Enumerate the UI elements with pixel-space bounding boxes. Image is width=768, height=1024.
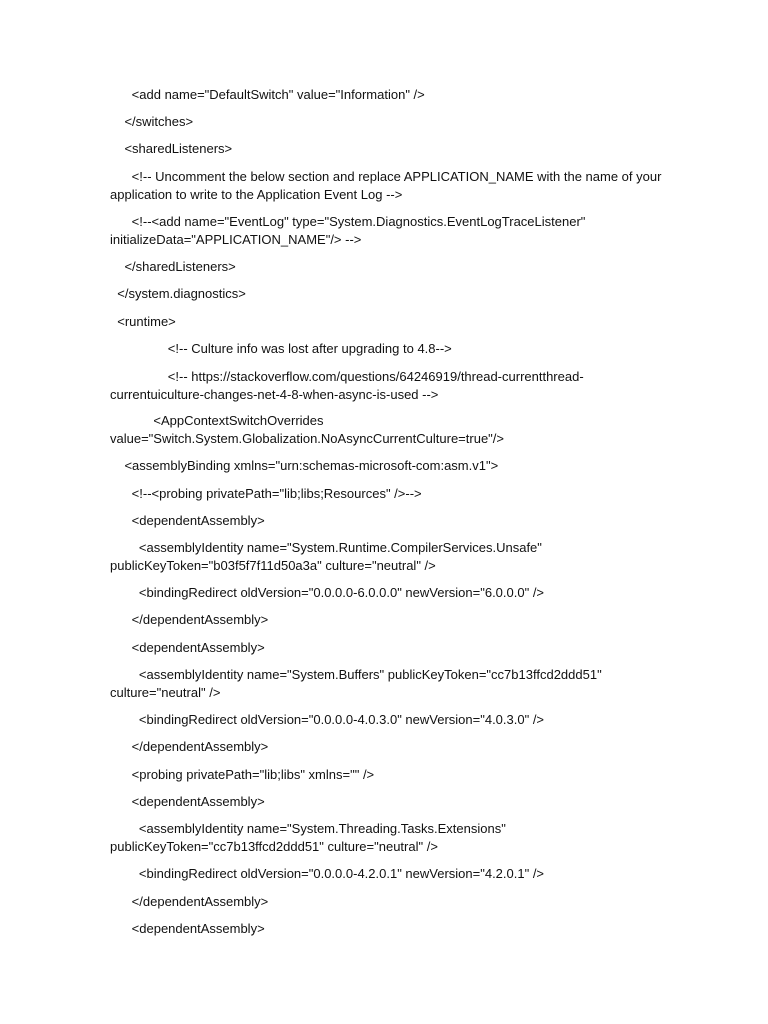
line-default-switch: <add name="DefaultSwitch" value="Information" />	[110, 87, 425, 102]
line-runtime-open: <runtime>	[110, 314, 176, 329]
line-dependent-assembly-open-4: <dependentAssembly>	[110, 921, 265, 936]
line-appcontext-switch-overrides: <AppContextSwitchOverrides value="Switch.System.Globalization.NoAsyncCurrentCulture=true"/>	[110, 413, 504, 446]
line-system-diagnostics-close: </system.diagnostics>	[110, 286, 246, 301]
line-probing-private-path: <probing privatePath="lib;libs" xmlns="" />	[110, 767, 375, 782]
line-eventlog-comment: <!--<add name="EventLog" type="System.Diagnostics.EventLogTraceListener" initializeData="APPLICATION_NAME"/> -->	[110, 214, 590, 247]
line-assembly-identity-buffers: <assemblyIdentity name="System.Buffers" publicKeyToken="cc7b13ffcd2ddd51" culture="neutral" />	[110, 667, 606, 700]
line-shared-listeners-open: <sharedListeners>	[110, 141, 233, 156]
line-uncomment-comment: <!-- Uncomment the below section and replace APPLICATION_NAME with the name of your application to write to the Application Event Log -->	[110, 169, 666, 202]
line-dependent-assembly-close-3: </dependentAssembly>	[110, 894, 269, 909]
line-culture-comment: <!-- Culture info was lost after upgrading to 4.8-->	[110, 341, 452, 356]
line-probing-comment: <!--<probing privatePath="lib;libs;Resources" />-->	[110, 486, 422, 501]
line-stackoverflow-comment: <!-- https://stackoverflow.com/questions/64246919/thread-currentthread-currentuiculture-changes-net-4-8-when-async-is-used -->	[110, 369, 584, 402]
line-binding-redirect-tasks: <bindingRedirect oldVersion="0.0.0.0-4.2.0.1" newVersion="4.2.0.1" />	[110, 866, 545, 881]
line-dependent-assembly-close-2: </dependentAssembly>	[110, 739, 269, 754]
line-binding-redirect-unsafe: <bindingRedirect oldVersion="0.0.0.0-6.0.0.0" newVersion="6.0.0.0" />	[110, 585, 545, 600]
line-assembly-identity-unsafe: <assemblyIdentity name="System.Runtime.CompilerServices.Unsafe" publicKeyToken="b03f5f7f11d50a3a" culture="neutral" />	[110, 540, 546, 573]
line-dependent-assembly-close-1: </dependentAssembly>	[110, 612, 269, 627]
line-dependent-assembly-open-1: <dependentAssembly>	[110, 513, 265, 528]
line-assembly-binding-open: <assemblyBinding xmlns="urn:schemas-microsoft-com:asm.v1">	[110, 458, 499, 473]
line-dependent-assembly-open-2: <dependentAssembly>	[110, 640, 265, 655]
line-shared-listeners-close: </sharedListeners>	[110, 259, 236, 274]
line-switches-close: </switches>	[110, 114, 194, 129]
line-binding-redirect-buffers: <bindingRedirect oldVersion="0.0.0.0-4.0.3.0" newVersion="4.0.3.0" />	[110, 712, 545, 727]
line-dependent-assembly-open-3: <dependentAssembly>	[110, 794, 265, 809]
line-assembly-identity-tasks: <assemblyIdentity name="System.Threading.Tasks.Extensions" publicKeyToken="cc7b13ffcd2ddd51" culture="neutral" />	[110, 821, 510, 854]
